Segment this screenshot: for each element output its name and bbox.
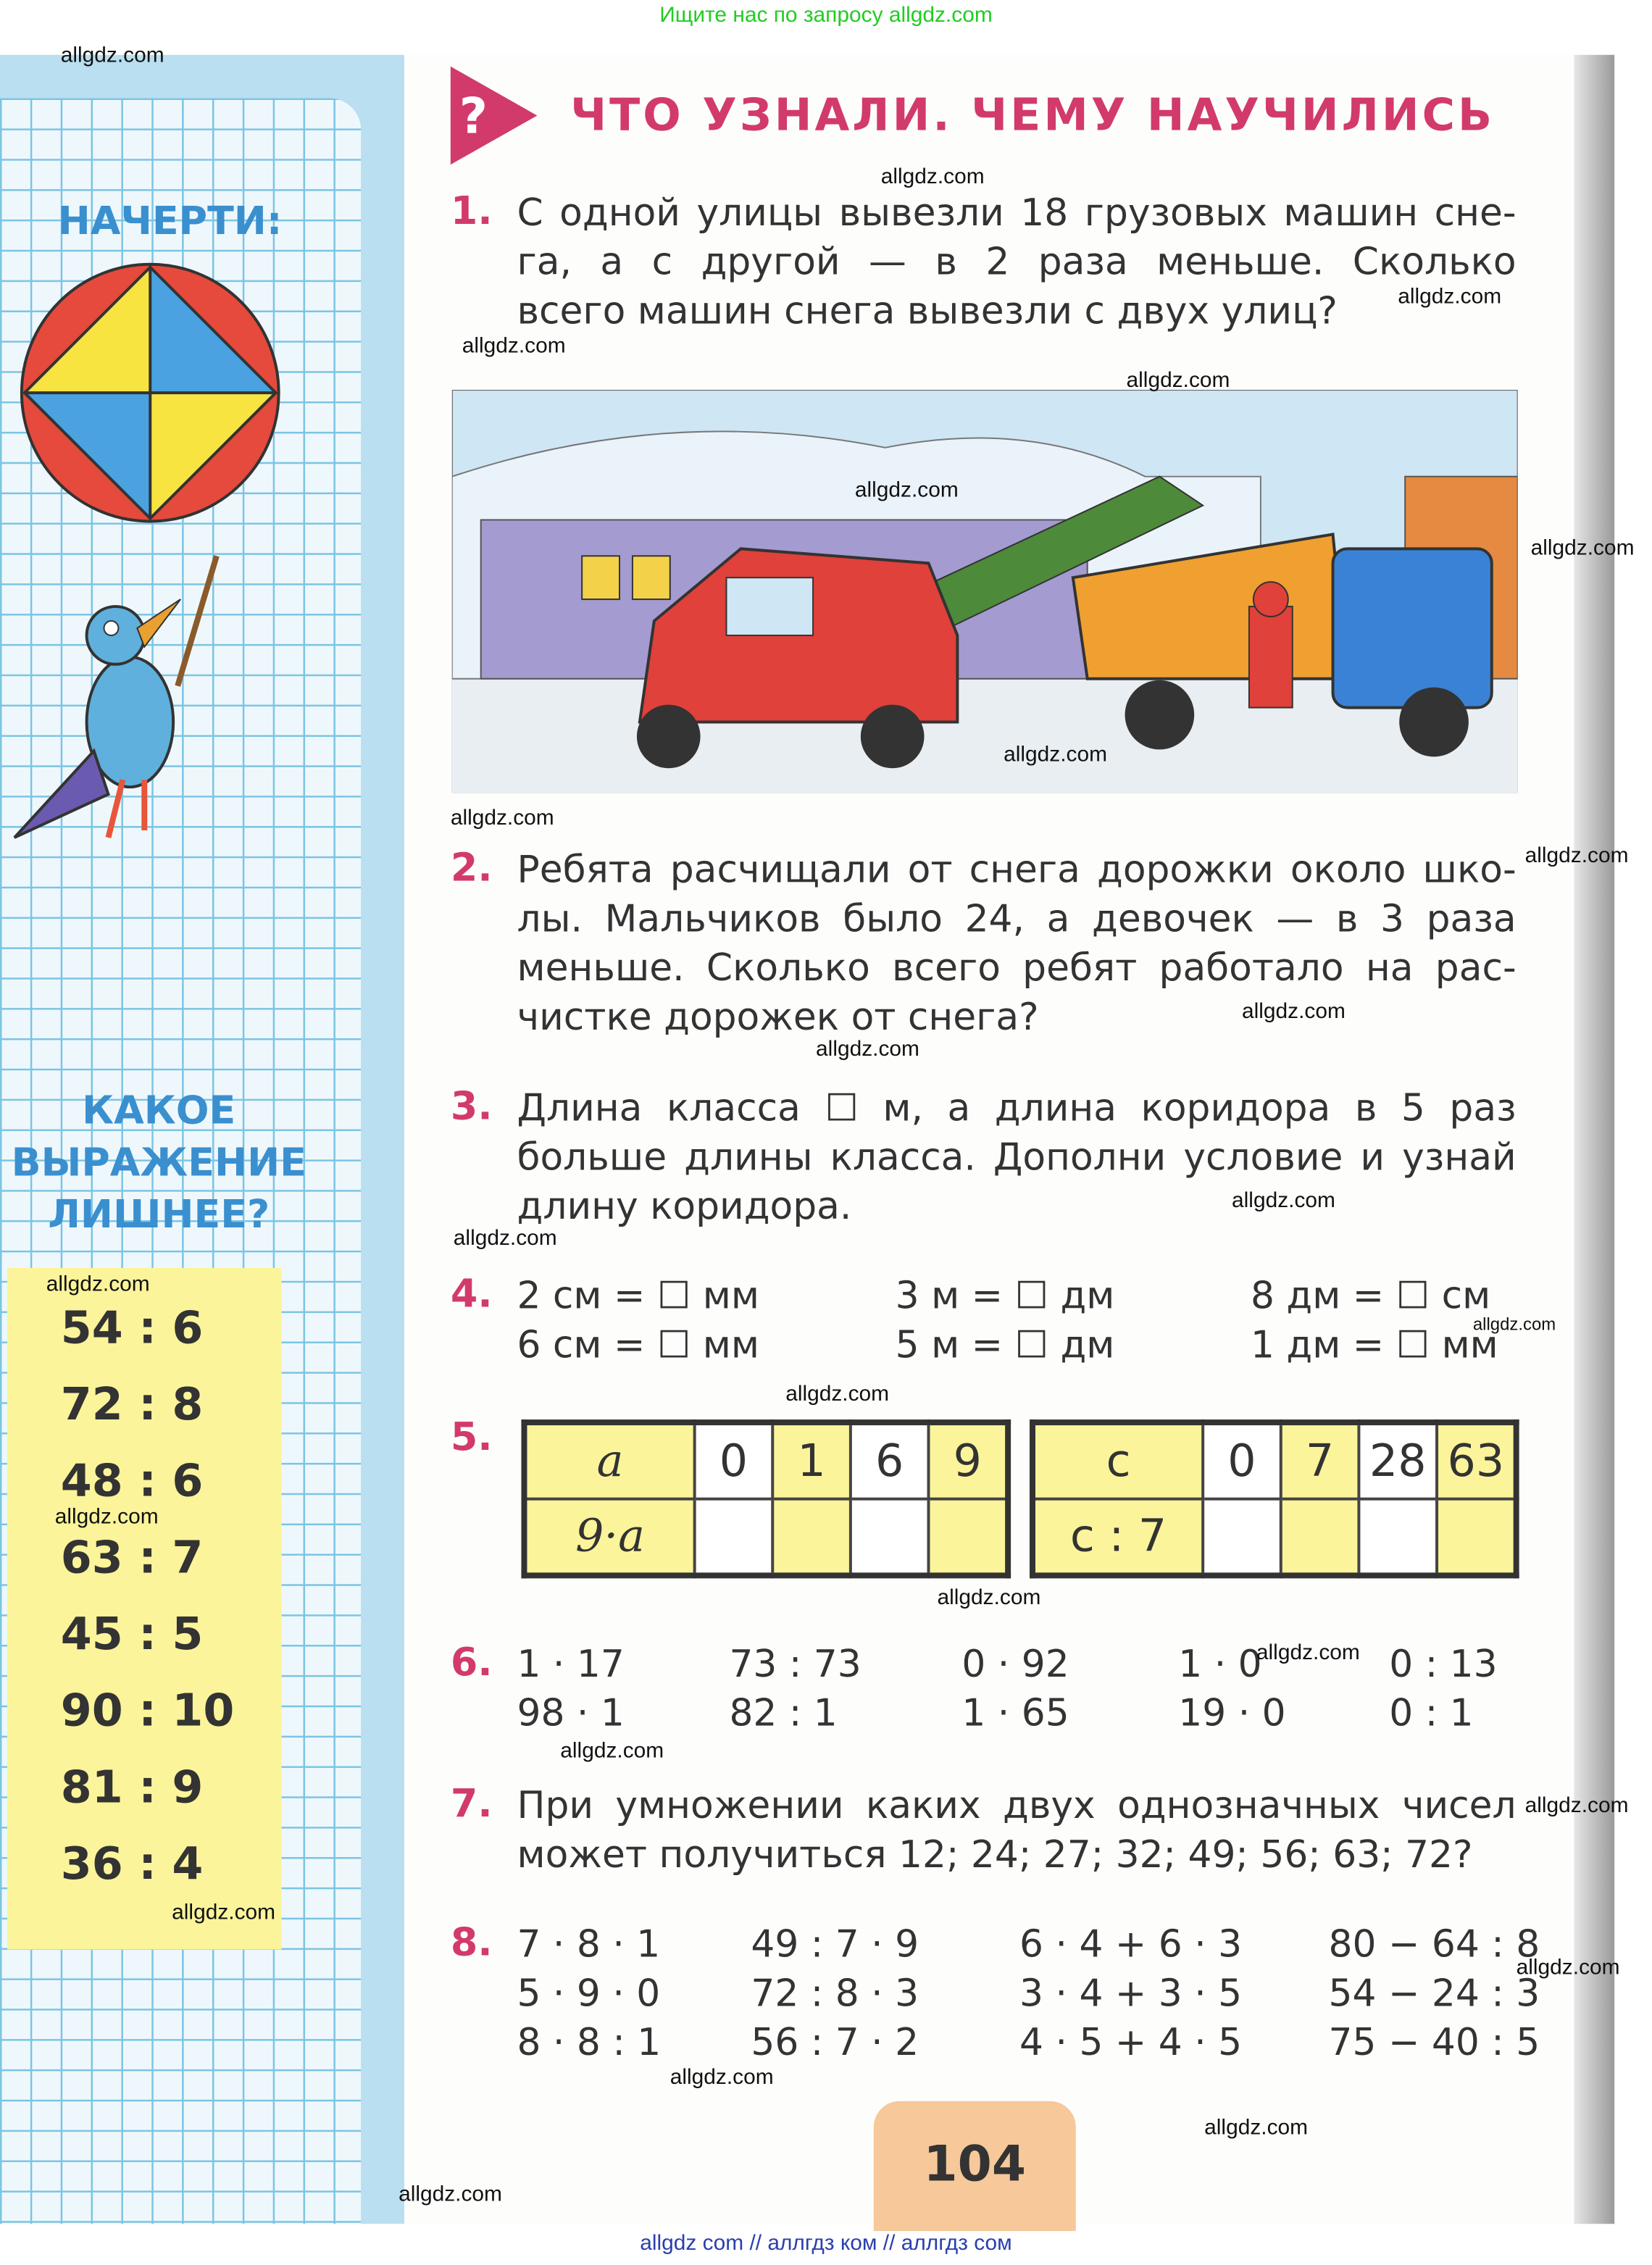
problem-number: 1. — [450, 189, 493, 234]
expression: 1 · 0 — [1178, 1643, 1262, 1687]
text-line: С одной улицы вывезли 18 грузовых машин сне- — [517, 192, 1517, 235]
conversion-item: 3 м = ☐ дм — [895, 1275, 1115, 1319]
page-title: ЧТО УЗНАЛИ. ЧЕМУ НАУЧИЛИСЬ — [570, 89, 1495, 142]
text-line: Ребята расчищали от снега дорожки около шко- — [517, 848, 1517, 893]
problem-3-text — [517, 1085, 1516, 1232]
expression: 1 · 65 — [961, 1692, 1069, 1736]
conversion-item: 2 см = ☐ мм — [517, 1275, 760, 1319]
watermark: allgdz.com — [816, 1036, 919, 1061]
watermark: allgdz.com — [172, 1900, 276, 1925]
top-banner[interactable]: Ищите нас по запросу allgdz.com — [659, 2, 993, 28]
page-number: 104 — [874, 2101, 1076, 2231]
question-mark: ? — [459, 87, 488, 145]
table-row — [1032, 1499, 1517, 1576]
table-row — [524, 1422, 1008, 1499]
watermark: allgdz.com — [450, 806, 554, 830]
problem-number: 4. — [450, 1272, 493, 1317]
watermark: allgdz.com — [880, 164, 985, 190]
expression-column — [1329, 1921, 1540, 2068]
odd-expression-label — [0, 1086, 317, 1242]
answer-cell[interactable] — [1359, 1499, 1437, 1576]
answer-cell[interactable] — [1281, 1499, 1359, 1576]
watermark: allgdz.com — [462, 333, 566, 359]
table-header-cell: c : 7 — [1032, 1499, 1203, 1576]
table-cell: 1 — [772, 1422, 851, 1499]
table-header-cell: 9·a — [524, 1499, 694, 1576]
problem-number: 8. — [450, 1920, 493, 1966]
page-edge-shadow — [1574, 55, 1614, 2224]
expression: 81 : 9 — [60, 1761, 204, 1814]
text-line: чистке дорожек от снега? — [517, 996, 1039, 1040]
conversion-column — [1251, 1272, 1498, 1371]
answer-cell[interactable] — [1437, 1499, 1517, 1576]
odd-label-line: ЛИШНЕЕ? — [48, 1193, 270, 1238]
table-9a — [521, 1419, 1011, 1578]
text-line: Длина класса ☐ м, а длина коридора в 5 раз — [517, 1087, 1517, 1131]
expression: 54 : 6 — [60, 1302, 204, 1355]
expression: 7 · 8 · 1 — [517, 1923, 661, 1967]
watermark: allgdz.com — [854, 477, 959, 503]
table-cell: 0 — [1203, 1422, 1281, 1499]
problem-2-text — [517, 846, 1516, 1043]
table-header-cell: a — [524, 1422, 694, 1499]
table-row — [524, 1499, 1008, 1576]
problem-number: 2. — [450, 846, 493, 891]
expression: 36 : 4 — [60, 1838, 204, 1890]
expression: 0 : 1 — [1389, 1692, 1474, 1736]
snow-removal-illustration — [452, 390, 1518, 793]
text-line: больше длины класса. Дополни условие и узнай — [517, 1136, 1517, 1180]
table-cell: 28 — [1359, 1422, 1437, 1499]
question-icon — [448, 64, 541, 167]
watermark: allgdz.com — [1524, 1793, 1629, 1819]
watermark: allgdz.com — [46, 1272, 150, 1297]
table-cell: 0 — [695, 1422, 773, 1499]
conversion-item: 6 см = ☐ мм — [517, 1324, 760, 1368]
expression-column — [517, 1640, 624, 1739]
odd-label-line: ВЫРАЖЕНИЕ — [11, 1140, 306, 1186]
expression: 19 · 0 — [1178, 1692, 1286, 1736]
expression-column — [729, 1640, 861, 1739]
table-cell: 9 — [928, 1422, 1008, 1499]
watermark: allgdz.com — [1126, 368, 1230, 393]
expression-column — [961, 1640, 1069, 1739]
expression: 54 − 24 : 3 — [1328, 1972, 1540, 2016]
odd-label-line: КАКОЕ — [82, 1088, 236, 1134]
watermark: allgdz.com — [937, 1585, 1041, 1611]
expression: 3 · 4 + 3 · 5 — [1019, 1972, 1243, 2016]
expression: 49 : 7 · 9 — [751, 1923, 919, 1967]
watermark: allgdz.com — [560, 1738, 664, 1764]
conversion-column — [896, 1272, 1115, 1371]
conversion-item: 1 дм = ☐ мм — [1250, 1324, 1498, 1368]
watermark: allgdz.com — [1232, 1188, 1335, 1214]
conversion-item: 8 дм = ☐ см — [1250, 1275, 1491, 1319]
text-line: может получиться 12; 24; 27; 32; 49; 56; 63; 72? — [517, 1834, 1473, 1877]
expression-column — [1389, 1640, 1497, 1739]
expression: 73 : 73 — [729, 1643, 862, 1687]
bird-with-pointer-illustration — [7, 548, 238, 859]
text-line: длину коридора. — [517, 1185, 852, 1230]
watermark: allgdz.com — [399, 2182, 502, 2207]
conversion-column — [517, 1272, 759, 1371]
watermark: allgdz.com — [1530, 535, 1635, 561]
expression: 90 : 10 — [60, 1685, 235, 1738]
text-line: лы. Мальчиков было 24, а девочек — в 3 раза — [517, 898, 1517, 942]
bottom-banner[interactable]: allgdz com // аллгдз ком // аллгдз сом — [640, 2231, 1012, 2256]
expression: 98 · 1 — [517, 1692, 625, 1736]
expression-column — [751, 1921, 919, 2068]
expression: 75 − 40 : 5 — [1328, 2022, 1540, 2065]
expression: 8 · 8 : 1 — [517, 2022, 662, 2065]
expression: 45 : 5 — [60, 1609, 204, 1661]
table-cell: 7 — [1281, 1422, 1359, 1499]
problem-number: 6. — [450, 1640, 493, 1685]
expression: 82 : 1 — [729, 1692, 838, 1736]
table-row — [1032, 1422, 1517, 1499]
problem-number: 5. — [450, 1415, 493, 1460]
watermark: allgdz.com — [1516, 1955, 1620, 1980]
table-cell: 6 — [851, 1422, 929, 1499]
text-line: всего машин снега вывезли с двух улиц? — [517, 290, 1338, 334]
watermark: allgdz.com — [54, 1504, 159, 1530]
watermark: allgdz.com — [60, 43, 164, 68]
problem-number: 7. — [450, 1782, 493, 1827]
expression: 4 · 5 + 4 · 5 — [1019, 2022, 1243, 2065]
watermark: allgdz.com — [1241, 999, 1346, 1025]
answer-cell[interactable] — [772, 1499, 851, 1576]
watermark: allgdz.com — [1004, 742, 1108, 767]
watermark: allgdz.com — [1398, 284, 1502, 309]
watermark: allgdz.com — [1256, 1640, 1360, 1665]
text-line: меньше. Сколько всего ребят работало на рас- — [517, 947, 1517, 991]
expression: 6 · 4 + 6 · 3 — [1019, 1923, 1243, 1967]
problem-7-text — [517, 1782, 1516, 1880]
expression-column — [517, 1921, 661, 2068]
watermark: allgdz.com — [669, 2064, 774, 2090]
expression: 72 : 8 — [60, 1379, 204, 1432]
problem-1-text — [517, 189, 1516, 336]
table-c7 — [1030, 1419, 1519, 1578]
text-line: При умножении каких двух однозначных чисел — [517, 1785, 1517, 1829]
answer-cell[interactable] — [695, 1499, 773, 1576]
answer-cell[interactable] — [1203, 1499, 1281, 1576]
expression: 63 : 7 — [60, 1532, 204, 1585]
watermark: allgdz.com — [453, 1226, 557, 1251]
table-cell: 63 — [1437, 1422, 1517, 1499]
watermark: allgdz.com — [785, 1382, 890, 1407]
expression: 48 : 6 — [60, 1455, 204, 1508]
draw-label: НАЧЕРТИ: — [57, 199, 283, 244]
watermark: allgdz.com — [1524, 843, 1629, 868]
expression: 5 · 9 · 0 — [517, 1972, 661, 2016]
expression-column — [1019, 1921, 1242, 2068]
expression: 0 : 13 — [1389, 1643, 1498, 1687]
conversion-item: 5 м = ☐ дм — [895, 1324, 1115, 1368]
expression: 56 : 7 · 2 — [751, 2022, 919, 2065]
answer-cell[interactable] — [851, 1499, 929, 1576]
table-header-cell: c — [1032, 1422, 1203, 1499]
answer-cell[interactable] — [928, 1499, 1008, 1576]
expression: 0 · 92 — [961, 1643, 1069, 1687]
problem-number: 3. — [450, 1084, 493, 1130]
expression: 72 : 8 · 3 — [751, 1972, 919, 2016]
expression: 80 − 64 : 8 — [1328, 1923, 1540, 1967]
circle-diamond-figure — [17, 260, 286, 529]
watermark: allgdz.com — [1472, 1314, 1556, 1335]
expression: 1 · 17 — [517, 1643, 625, 1687]
watermark: allgdz.com — [1204, 2115, 1309, 2140]
text-line: га, а с другой — в 2 раза меньше. Сколько — [517, 241, 1517, 285]
